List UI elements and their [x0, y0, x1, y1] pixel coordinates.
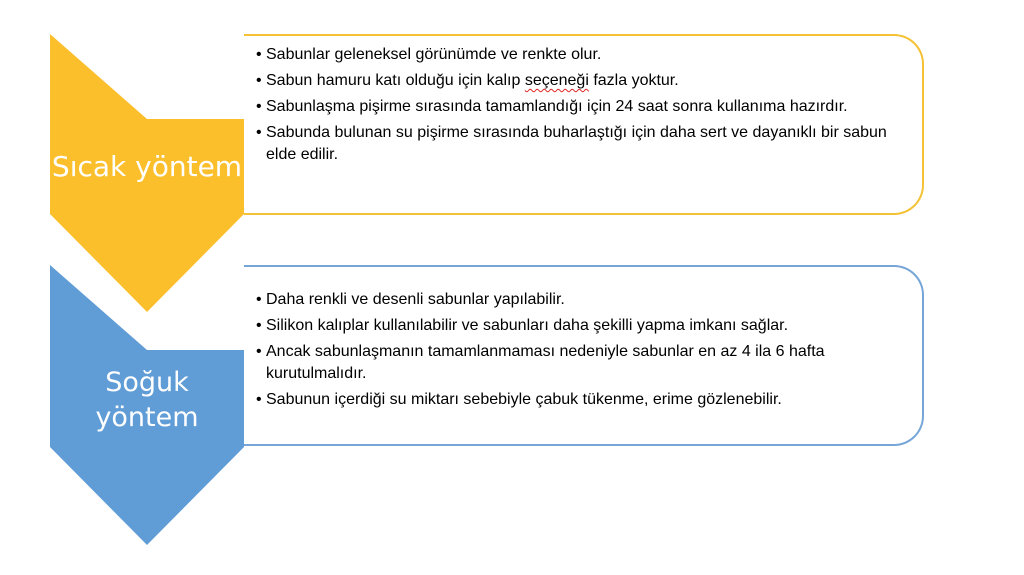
bullet-glyph: •	[256, 317, 262, 334]
bullet-box-sicak-yontem	[244, 34, 924, 215]
chevron-label	[50, 365, 244, 435]
list-item	[256, 315, 902, 337]
list-item	[256, 70, 902, 92]
bullet-glyph: •	[256, 46, 262, 63]
bullet-text: Sabunda bulunan su pişirme sırasında buharlaştığı için daha sert ve dayanıklı bir sabun elde edilir.	[266, 124, 887, 163]
bullet-text: Ancak sabunlaşmanın tamamlanmaması nedeniyle sabunlar en az 4 ila 6 hafta kurutulmalıdır.	[266, 343, 825, 382]
bullet-list	[256, 289, 902, 411]
chevron-label	[50, 149, 244, 185]
chevron-label-line: Sıcak yöntem	[51, 150, 243, 183]
bullet-text: Silikon kalıplar kullanılabilir ve sabunları daha şekilli yapma imkanı sağlar.	[266, 317, 789, 334]
chevron-label-line: yöntem	[95, 402, 199, 434]
bullet-glyph: •	[256, 291, 262, 308]
list-item	[256, 44, 902, 66]
bullet-text: fazla yoktur.	[588, 72, 679, 89]
spellcheck-marked-word: seçeneği	[524, 72, 589, 89]
bullet-glyph: •	[256, 343, 262, 360]
list-item	[256, 289, 902, 311]
bullet-box-soguk-yontem	[244, 265, 924, 446]
list-item	[256, 122, 902, 166]
chevron-label-line: Soğuk	[105, 367, 189, 398]
list-item	[256, 96, 902, 118]
bullet-text: Sabunlar geleneksel görünümde ve renkte olur.	[266, 46, 602, 63]
bullet-glyph: •	[256, 72, 262, 89]
list-item	[256, 341, 902, 385]
bullet-glyph: •	[256, 391, 262, 408]
bullet-text: Sabunlaşma pişirme sırasında tamamlandığı için 24 saat sonra kullanıma hazırdır.	[266, 98, 848, 115]
bullet-glyph: •	[256, 124, 262, 141]
bullet-text: Daha renkli ve desenli sabunlar yapılabilir.	[266, 291, 565, 308]
bullet-text: Sabun hamuru katı olduğu için kalıp	[266, 72, 525, 89]
bullet-list	[256, 44, 902, 166]
bullet-text: Sabunun içerdiği su miktarı sebebiyle çabuk tükenme, erime gözlenebilir.	[266, 391, 782, 408]
list-item	[256, 389, 902, 411]
chevron-soguk-yontem	[50, 265, 244, 545]
bullet-glyph: •	[256, 98, 262, 115]
